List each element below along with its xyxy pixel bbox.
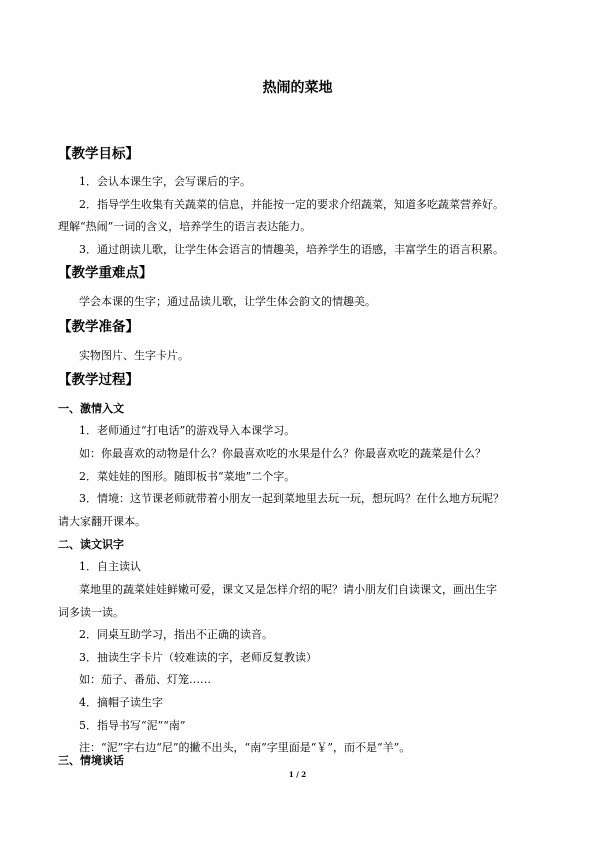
process-part3-heading: 三、情境谈话 — [58, 754, 124, 767]
part2-line-1: 1．自主读认 — [79, 560, 141, 573]
section-heading-goals: 【教学目标】 — [58, 146, 139, 162]
page-number: 1 / 2 — [288, 770, 307, 779]
section-heading-key-points: 【教学重难点】 — [58, 265, 153, 281]
goals-line-3: 理解“热闹”一词的含义，培养学生的语言表达能力。 — [58, 220, 312, 233]
part1-line-4: 3．情境：这节课老师就带着小朋友一起到菜地里去玩一玩，想玩吗？在什么地方玩呢？ — [79, 492, 504, 505]
goals-line-2: 2．指导学生收集有关蔬菜的信息，并能按一定的要求介绍蔬菜，知道多吃蔬菜营养好。 — [79, 198, 504, 211]
part2-line-3: 词多读一读。 — [58, 606, 124, 619]
preparation-line-1: 实物图片、生字卡片。 — [79, 349, 189, 362]
part2-line-6: 如：茄子、番茄、灯笼…… — [79, 673, 211, 686]
process-part1-heading: 一、激情入文 — [58, 402, 124, 415]
section-heading-preparation: 【教学准备】 — [58, 319, 139, 335]
goals-line-4: 3．通过朗读儿歌，让学生体会语言的情趣美，培养学生的语感，丰富学生的语言积累。 — [79, 243, 504, 256]
part1-line-3: 2．菜娃娃的图形。随即板书“菜地”二个字。 — [79, 470, 296, 483]
part2-line-5: 3．抽读生字卡片（较难读的字，老师反复教读） — [79, 651, 317, 664]
part2-line-2: 菜地里的蔬菜娃娃鲜嫩可爱，课文又是怎样介绍的呢？请小朋友们自读课文，画出生字 — [79, 583, 497, 596]
process-part2-heading: 二、读文识字 — [58, 538, 124, 551]
page-title: 热闹的菜地 — [262, 80, 333, 96]
part2-line-9: 注：“泥”字右边“尼”的撇不出头，“南”字里面是“￥”，而不是“羊”。 — [79, 741, 411, 754]
part1-line-1: 1．老师通过“打电话”的游戏导入本课学习。 — [79, 424, 296, 437]
part2-line-7: 4．摘帽子读生字 — [79, 696, 163, 709]
part2-line-4: 2．同桌互助学习，指出不正确的读音。 — [79, 628, 273, 641]
part1-line-5: 请大家翻开课本。 — [58, 515, 146, 528]
section-heading-process: 【教学过程】 — [58, 372, 139, 388]
key-points-line-1: 学会本课的生字；通过品读儿歌，让学生体会韵文的情趣美。 — [79, 295, 376, 308]
part1-line-2: 如：你最喜欢的动物是什么？你最喜欢吃的水果是什么？你最喜欢吃的蔬菜是什么？ — [79, 447, 486, 460]
goals-line-1: 1．会认本课生字，会写课后的字。 — [79, 175, 251, 188]
part2-line-8: 5．指导书写“泥”“南” — [79, 719, 186, 732]
